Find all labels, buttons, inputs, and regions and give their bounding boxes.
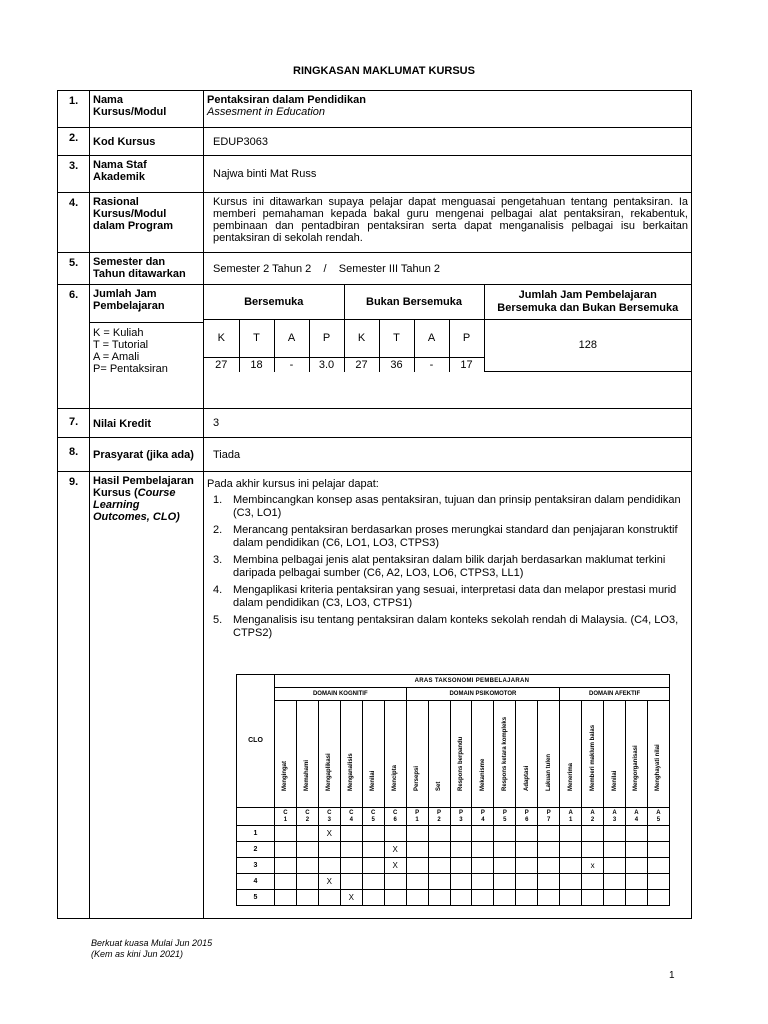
taxonomy-mark (362, 890, 384, 906)
taxonomy-level: Menghayati nilai (647, 701, 669, 808)
domain-afektif: DOMAIN AFEKTIF (560, 688, 670, 701)
taxonomy-mark (450, 874, 472, 890)
row-label: Jumlah Jam Pembelajaran (90, 285, 203, 323)
row-label: Nama Staf Akademik (90, 156, 204, 193)
taxonomy-code: C 2 (296, 808, 318, 826)
row-number: 2. (58, 128, 90, 156)
taxonomy-mark (296, 874, 318, 890)
taxonomy-level: Memahami (296, 701, 318, 808)
row-label: Hasil Pembelajaran Kursus (Course Learning Outcomes, CLO) (90, 472, 204, 919)
taxonomy-mark (472, 842, 494, 858)
row-academic-staff (58, 156, 692, 193)
taxonomy-level: Menilai (604, 701, 626, 808)
clo-number: 3 (237, 858, 275, 874)
jumlah-header: Jumlah Jam Pembelajaran Bersemuka dan Bukan Bersemuka (484, 285, 691, 319)
taxonomy-mark (560, 890, 582, 906)
taxonomy-mark (384, 890, 406, 906)
taxonomy-mark (494, 890, 516, 906)
taxonomy-mark (604, 842, 626, 858)
taxonomy-mark (362, 842, 384, 858)
hour-code: K (344, 319, 379, 357)
row-number: 9. (58, 472, 90, 919)
hour-value: 27 (344, 357, 379, 372)
hour-code: P (449, 319, 484, 357)
taxonomy-mark (494, 858, 516, 874)
hour-code: T (239, 319, 274, 357)
taxonomy-mark: X (384, 842, 406, 858)
taxonomy-mark (560, 858, 582, 874)
hour-value: 3.0 (309, 357, 344, 372)
row-number: 5. (58, 253, 90, 285)
taxonomy-mark (362, 858, 384, 874)
taxonomy-mark: x (582, 858, 604, 874)
row-label: Rasional Kursus/Modul dalam Program (90, 193, 204, 253)
taxonomy-code: C 3 (318, 808, 340, 826)
taxonomy-mark (626, 874, 648, 890)
taxonomy-mark (318, 842, 340, 858)
taxonomy-level: Menerima (560, 701, 582, 808)
taxonomy-mark (340, 874, 362, 890)
taxonomy-mark (538, 858, 560, 874)
taxonomy-mark (647, 858, 669, 874)
taxonomy-mark (472, 858, 494, 874)
row-course-name (58, 91, 692, 128)
taxonomy-code: A 5 (647, 808, 669, 826)
taxonomy-mark (275, 858, 297, 874)
taxonomy-mark (472, 874, 494, 890)
list-item: 5. Menganalisis isu tentang pentaksiran dalam konteks sekolah rendah di Malaysia. (C4, LO3, CTPS2) (213, 614, 679, 639)
hours-legend: K = Kuliah T = Tutorial A = Amali P= Pentaksiran (93, 327, 168, 375)
list-item: 2. Merancang pentaksiran berdasarkan proses merungkai standard dan penjajaran konstruktif dalam pendidikan (C6, LO1, LO3, CTPS3) (213, 524, 678, 549)
taxonomy-mark (560, 874, 582, 890)
row-number: 7. (58, 409, 90, 438)
taxonomy-mark: X (318, 874, 340, 890)
taxonomy-mark (428, 890, 450, 906)
taxonomy-code: P 4 (472, 808, 494, 826)
taxonomy-mark (516, 874, 538, 890)
academic-staff-value: Najwa binti Mat Russ (204, 156, 692, 193)
taxonomy-mark (647, 890, 669, 906)
taxonomy-level: Mekanisme (472, 701, 494, 808)
taxonomy-level: Mengorganisasi (626, 701, 648, 808)
taxonomy-mark (516, 858, 538, 874)
taxonomy-code: A 1 (560, 808, 582, 826)
list-item: 4. Mengaplikasi kriteria pentaksiran yang sesuai, interpretasi data dan melapor prestasi murid dalam pendidikan (C3, LO3, CTPS1) (213, 584, 677, 609)
outcomes-list (207, 494, 687, 640)
row-number: 1. (58, 91, 90, 128)
course-name-value: Pentaksiran dalam Pendidikan Assesment in Education (204, 91, 692, 128)
credit-value: 3 (204, 409, 692, 438)
taxonomy-mark (538, 842, 560, 858)
taxonomy-mark (626, 842, 648, 858)
taxonomy-mark (296, 826, 318, 842)
taxonomy-code: A 4 (626, 808, 648, 826)
taxonomy-mark (538, 826, 560, 842)
taxonomy-mark (560, 842, 582, 858)
outcomes-intro: Pada akhir kursus ini pelajar dapat: (207, 478, 379, 490)
taxonomy-mark (560, 826, 582, 842)
row-label: Kod Kursus (90, 128, 204, 156)
taxonomy-mark (626, 890, 648, 906)
taxonomy-mark (604, 858, 626, 874)
row-label: Prasyarat (jika ada) (90, 438, 204, 472)
taxonomy-code: P 6 (516, 808, 538, 826)
footer-note: Berkuat kuasa Mulai Jun 2015 (Kem as kini Jun 2021) (91, 938, 213, 959)
taxonomy-level: Respons berpandu (450, 701, 472, 808)
taxonomy-mark (472, 826, 494, 842)
hour-code: K (204, 319, 239, 357)
taxonomy-level: Adaptasi (516, 701, 538, 808)
taxonomy-mark (582, 890, 604, 906)
list-item: 1. Membincangkan konsep asas pentaksiran, tujuan dan prinsip pentaksiran dalam pendidikan (C3, LO1) (213, 494, 681, 519)
table-row (237, 826, 670, 842)
taxonomy-code: A 2 (582, 808, 604, 826)
taxonomy-level: Respons ketara kompleks (494, 701, 516, 808)
taxonomy-mark: X (340, 890, 362, 906)
taxonomy-mark (647, 842, 669, 858)
clo-header: CLO (237, 675, 275, 808)
taxonomy-mark (647, 826, 669, 842)
row-label: Nilai Kredit (90, 409, 204, 438)
taxonomy-mark (538, 890, 560, 906)
taxonomy-code: C 5 (362, 808, 384, 826)
clo-number: 5 (237, 890, 275, 906)
hour-code: A (414, 319, 449, 357)
row-learning-hours (58, 285, 692, 409)
taxonomy-mark (538, 874, 560, 890)
taxonomy-mark (296, 842, 318, 858)
taxonomy-mark (318, 890, 340, 906)
bukan-bersemuka-header: Bukan Bersemuka (344, 285, 484, 319)
course-info-table (57, 90, 692, 919)
table-row (237, 874, 670, 890)
taxonomy-mark (626, 826, 648, 842)
taxonomy-code: P 3 (450, 808, 472, 826)
hour-value: 36 (379, 357, 414, 372)
taxonomy-code: C 1 (275, 808, 297, 826)
taxonomy-code: C 4 (340, 808, 362, 826)
course-code-value: EDUP3063 (204, 128, 692, 156)
taxonomy-mark (450, 858, 472, 874)
prerequisite-value: Tiada (204, 438, 692, 472)
semester-value: Semester 2 Tahun 2 / Semester III Tahun 2 (204, 253, 692, 285)
taxonomy-mark (494, 842, 516, 858)
taxonomy-mark (450, 842, 472, 858)
taxonomy-mark (406, 890, 428, 906)
taxonomy-mark (318, 858, 340, 874)
taxonomy-mark (516, 826, 538, 842)
taxonomy-mark (275, 890, 297, 906)
taxonomy-level: Memberi maklum balas (582, 701, 604, 808)
row-credit (58, 409, 692, 438)
clo-number: 1 (237, 826, 275, 842)
taxonomy-mark: X (384, 858, 406, 874)
hour-code: A (274, 319, 309, 357)
taxonomy-mark (428, 842, 450, 858)
taxonomy-code: C 6 (384, 808, 406, 826)
domain-kognitif: DOMAIN KOGNITIF (275, 688, 407, 701)
domain-psikomotor: DOMAIN PSIKOMOTOR (406, 688, 560, 701)
taxonomy-mark (275, 842, 297, 858)
hour-value: 18 (239, 357, 274, 372)
taxonomy-mark (275, 826, 297, 842)
taxonomy-code: P 7 (538, 808, 560, 826)
table-row (237, 858, 670, 874)
row-course-code (58, 128, 692, 156)
taxonomy-level: Menilai (362, 701, 384, 808)
table-row (237, 842, 670, 858)
bersemuka-header: Bersemuka (204, 285, 344, 319)
taxonomy-code: P 2 (428, 808, 450, 826)
taxonomy-mark (582, 826, 604, 842)
taxonomy-mark (406, 842, 428, 858)
taxonomy-level: Mencipta (384, 701, 406, 808)
taxonomy-code: A 3 (604, 808, 626, 826)
taxonomy-title: ARAS TAKSONOMI PEMBELAJARAN (275, 675, 670, 688)
row-semester (58, 253, 692, 285)
taxonomy-mark (340, 842, 362, 858)
row-prerequisite (58, 438, 692, 472)
taxonomy-level: Lakuan tulen (538, 701, 560, 808)
taxonomy-mark (604, 874, 626, 890)
document-title: RINGKASAN MAKLUMAT KURSUS (293, 65, 475, 77)
taxonomy-mark (472, 890, 494, 906)
taxonomy-level: Mengaplikasi (318, 701, 340, 808)
taxonomy-mark (604, 890, 626, 906)
taxonomy-mark (516, 842, 538, 858)
taxonomy-mark (384, 874, 406, 890)
row-number: 6. (58, 285, 90, 409)
taxonomy-mark (296, 858, 318, 874)
taxonomy-mark (340, 826, 362, 842)
table-row (237, 890, 670, 906)
taxonomy-mark (450, 826, 472, 842)
taxonomy-mark (296, 890, 318, 906)
taxonomy-mark (494, 826, 516, 842)
taxonomy-mark (384, 826, 406, 842)
row-number: 4. (58, 193, 90, 253)
taxonomy-mark (362, 826, 384, 842)
taxonomy-mark (362, 874, 384, 890)
taxonomy-mark (604, 826, 626, 842)
rationale-value: Kursus ini ditawarkan supaya pelajar dapat menguasai pengetahuan tentang pentaksiran. Ia memberi pemahaman kepada bakal guru mengenai pelbagai alat pentaksiran, rekabentuk, pembinaan dan pentadbiran pentaksiran serta dapat menganalisis pelbagai isu berkaitan pentaksiran di sekolah rendah. (204, 193, 692, 253)
hour-code: P (309, 319, 344, 357)
taxonomy-level: Persepsi (406, 701, 428, 808)
taxonomy-level: Mengingat (275, 701, 297, 808)
taxonomy-mark (428, 858, 450, 874)
hours-table (204, 285, 691, 372)
taxonomy-mark (582, 874, 604, 890)
hour-value: - (414, 357, 449, 372)
taxonomy-mark (428, 826, 450, 842)
total-hours: 128 (484, 319, 691, 372)
taxonomy-mark (340, 858, 362, 874)
hour-value: 17 (449, 357, 484, 372)
row-number: 8. (58, 438, 90, 472)
taxonomy-code: P 5 (494, 808, 516, 826)
taxonomy-mark (494, 874, 516, 890)
hour-code: T (379, 319, 414, 357)
page-number: 1 (669, 970, 675, 981)
row-number: 3. (58, 156, 90, 193)
taxonomy-level: Menganalisis (340, 701, 362, 808)
taxonomy-table (236, 674, 670, 906)
hour-value: 27 (204, 357, 239, 372)
taxonomy-mark (516, 890, 538, 906)
taxonomy-mark (582, 842, 604, 858)
taxonomy-mark (428, 874, 450, 890)
row-learning-outcomes (58, 472, 692, 919)
taxonomy-mark (406, 826, 428, 842)
taxonomy-mark (406, 874, 428, 890)
taxonomy-mark (406, 858, 428, 874)
row-label: Semester dan Tahun ditawarkan (90, 253, 204, 285)
hour-value: - (274, 357, 309, 372)
taxonomy-level: Set (428, 701, 450, 808)
row-label: Nama Kursus/Modul (90, 91, 204, 128)
taxonomy-mark: X (318, 826, 340, 842)
taxonomy-mark (450, 890, 472, 906)
taxonomy-mark (275, 874, 297, 890)
taxonomy-mark (647, 874, 669, 890)
clo-number: 4 (237, 874, 275, 890)
taxonomy-code: P 1 (406, 808, 428, 826)
row-rationale (58, 193, 692, 253)
clo-number: 2 (237, 842, 275, 858)
taxonomy-mark (626, 858, 648, 874)
list-item: 3. Membina pelbagai jenis alat pentaksiran dalam bilik darjah berdasarkan maklumat terkini daripada pelbagai sumber (C6, A2, LO3, LO6, CTPS3, LL1) (213, 554, 666, 579)
